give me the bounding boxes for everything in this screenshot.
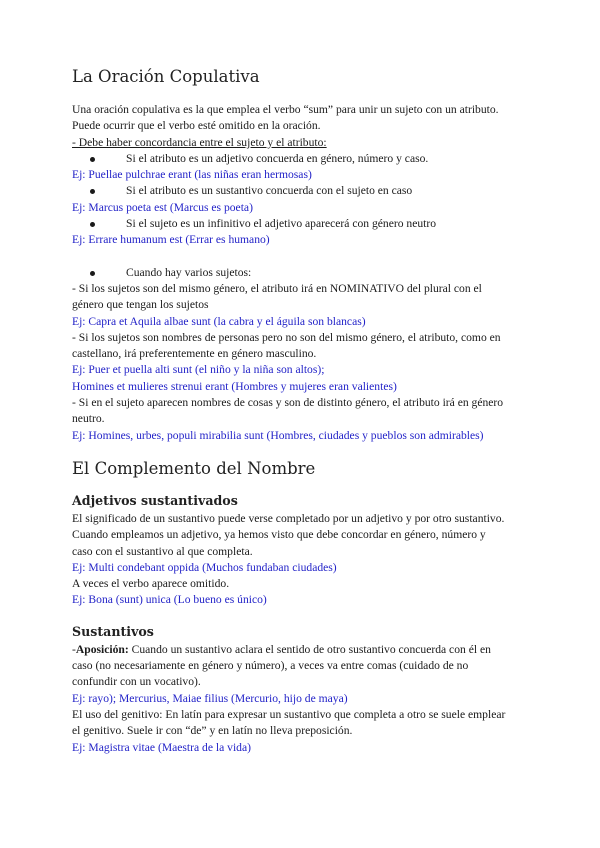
- paragraph-line: Cuando empleamos un adjetivo, ya hemos visto que debe concordar en género, número y: [72, 528, 486, 542]
- paragraph-line: caso con el sustantivo al que completa.: [72, 544, 253, 558]
- paragraph-line: género que tengan los sujetos: [72, 298, 209, 312]
- paragraph-line: Puede ocurrir que el verbo esté omitido en la oración.: [72, 119, 321, 133]
- bullet-dot-icon: [90, 189, 95, 194]
- bullet-dot-icon: [90, 157, 95, 162]
- spacer: [72, 249, 542, 265]
- bullet-text: Si el sujeto es un infinitivo el adjetivo aparecerá con género neutro: [126, 217, 437, 231]
- bullet-text: Si el atributo es un sustantivo concuerda con el sujeto en caso: [126, 184, 413, 198]
- example-line: Homines et mulieres strenui erant (Hombres y mujeres eran valientes): [72, 379, 397, 393]
- bullet-dot-icon: [90, 222, 95, 227]
- example-line: Ej: Errare humanum est (Errar es humano): [72, 233, 270, 247]
- apposition-text: Cuando un sustantivo aclara el sentido de otro sustantivo concuerda con él en: [128, 642, 491, 656]
- example-line: Ej: Capra et Aquila albae sunt (la cabra y el águila son blancas): [72, 314, 366, 328]
- apposition-line: [72, 642, 542, 658]
- bullet-dot-icon: [90, 271, 95, 276]
- apposition-prefix: -: [72, 642, 76, 656]
- paragraph-line: Una oración copulativa es la que emplea el verbo “sum” para unir un sujeto con un atributo.: [72, 103, 499, 116]
- example-line: Ej: Puer et puella alti sunt (el niño y la niña son altos);: [72, 363, 325, 377]
- example-line: Ej: Magistra vitae (Maestra de la vida): [72, 740, 251, 754]
- example-line: Ej: Puellae pulchrae erant (las niñas eran hermosas): [72, 168, 312, 182]
- paragraph-line: caso (no necesariamente en género y número), a veces va entre comas (cuidado de no: [72, 659, 469, 673]
- bullet-item: [72, 183, 542, 199]
- example-line: Ej: Marcus poeta est (Marcus es poeta): [72, 200, 253, 214]
- section-title: La Oración Copulativa: [72, 67, 260, 86]
- example-line: Ej: Homines, urbes, populi mirabilia sunt (Hombres, ciudades y pueblos son admirables): [72, 428, 484, 442]
- example-line: Ej: Bona (sunt) unica (Lo bueno es único): [72, 593, 267, 607]
- subsection-title: Adjetivos sustantivados: [72, 492, 238, 508]
- section-title: El Complemento del Nombre: [72, 458, 316, 478]
- paragraph-line: - Si los sujetos son del mismo género, el atributo irá en NOMINATIVO del plural con el: [72, 281, 482, 295]
- paragraph-line: El uso del genitivo: En latín para expresar un sustantivo que completa a otro se suele emplear: [72, 707, 506, 721]
- bullet-text: Cuando hay varios sujetos:: [126, 265, 252, 279]
- paragraph-line: A veces el verbo aparece omitido.: [72, 577, 230, 591]
- paragraph-line: - Si en el sujeto aparecen nombres de cosas y son de distinto género, el atributo irá en género: [72, 396, 504, 410]
- example-line: Ej: Multi condebant oppida (Muchos fundaban ciudades): [72, 560, 337, 574]
- paragraph-line: confundir con un vocativo).: [72, 675, 201, 689]
- paragraph-line: - Si los sujetos son nombres de personas pero no son del mismo género, el atributo, como en: [72, 330, 501, 344]
- bullet-item: [72, 151, 542, 167]
- paragraph-line: el genitivo. Suele ir con “de” y en latín no lleva preposición.: [72, 724, 353, 738]
- apposition-label: Aposición:: [75, 642, 129, 656]
- concord-heading: - Debe haber concordancia entre el sujeto y el atributo:: [72, 135, 327, 149]
- subsection-title: Sustantivos: [72, 623, 154, 639]
- paragraph-line: castellano, irá preferentemente en género masculino.: [72, 347, 317, 361]
- example-line: Ej: rayo); Mercurius, Maiae filius (Mercurio, hijo de maya): [72, 691, 348, 705]
- bullet-item: [72, 216, 542, 232]
- bullet-text: Si el atributo es un adjetivo concuerda en género, número y caso.: [126, 151, 429, 165]
- paragraph-line: El significado de un sustantivo puede verse completado por un adjetivo y por otro sustantivo.: [72, 511, 505, 525]
- bullet-item: [72, 265, 542, 281]
- paragraph-line: neutro.: [72, 412, 105, 426]
- document-page: [72, 66, 542, 756]
